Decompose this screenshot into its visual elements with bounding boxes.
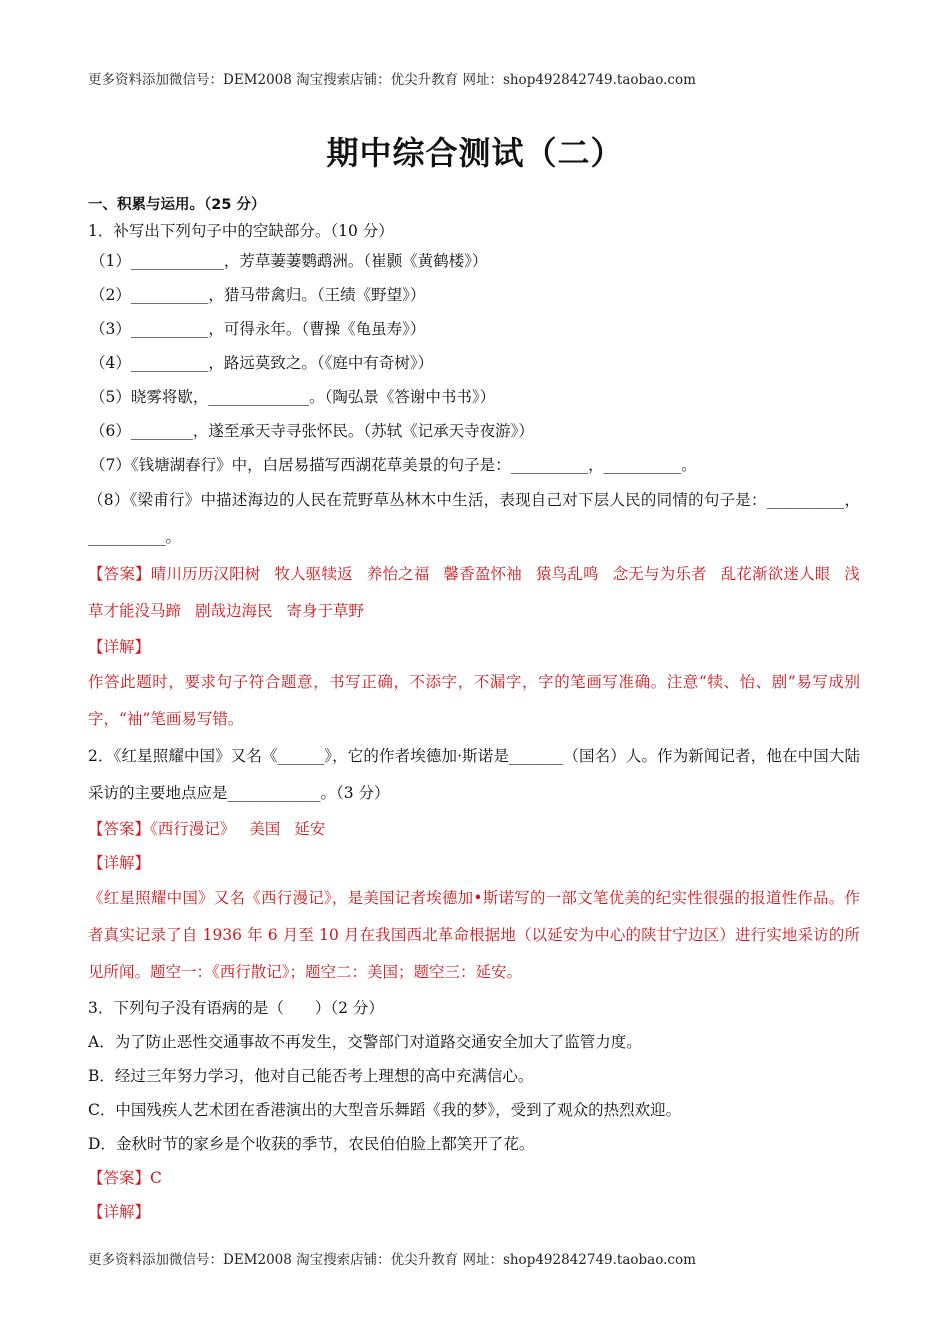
q1-item-4: （4）__________，路远莫致之。（《庭中有奇树》） xyxy=(90,354,434,372)
answer-item: 猿鸟乱鸣 xyxy=(535,565,599,583)
answer-item: 剧哉边海民 xyxy=(195,602,273,620)
q3-option-c: C．中国残疾人艺术团在香港演出的大型音乐舞蹈《我的梦》，受到了观众的热烈欢迎。 xyxy=(88,1101,682,1119)
q3-detail-label: 【详解】 xyxy=(88,1203,151,1221)
q1-stem: 1．补写出下列句子中的空缺部分。（10 分） xyxy=(88,222,394,240)
page-title: 期中综合测试（二） xyxy=(326,134,624,172)
section-heading: 一、积累与运用。（25 分） xyxy=(88,197,266,213)
q3-answer xyxy=(88,1161,860,1195)
q1-item-6: （6）________，遂至承天寺寻张怀民。（苏轼《记承天寺夜游》） xyxy=(90,422,534,440)
answer-label: 【答案】 xyxy=(88,1169,151,1187)
answer-label: 【答案】 xyxy=(88,820,151,838)
page-footer: 更多资料添加微信号：DEM2008 淘宝搜索店铺：优尖升教育 网址：shop492842749.taobao.com xyxy=(88,1252,696,1268)
q1-detail: 作答此题时，要求句子符合题意，书写正确，不添字，不漏字，字的笔画写准确。注意“犊、怡、剧”易写成别字，“袖”笔画易写错。 xyxy=(88,673,860,728)
answer-item: 牧人驱犊返 xyxy=(274,565,353,583)
q1-answer xyxy=(88,556,860,630)
q1-item-7: （7）《钱塘湖春行》中，白居易描写西湖花草美景的句子是：__________，__________。 xyxy=(90,456,697,474)
q1-item-2: （2）__________，猎马带禽归。（王绩《野望》） xyxy=(90,286,426,304)
answer-item: 晴川历历汉阳树 xyxy=(150,565,261,583)
q2-detail: 《红星照耀中国》又名《西行漫记》，是美国记者埃德加•斯诺写的一部文笔优美的纪实性很强的报道性作品。作者真实记录了自 1936 年 6 月至 10 月在我国西北革命根据地（以延安为中心的陕甘宁边区）进行实地采访的所见所闻。题空一：《西行散记》；题空二：美国；题空三：延安。 xyxy=(88,889,860,981)
answer-item: 寄身于草野 xyxy=(286,602,365,620)
answer-item: C xyxy=(150,1169,162,1187)
q3-option-b: B．经过三年努力学习，他对自己能否考上理想的高中充满信心。 xyxy=(88,1067,534,1085)
q3-stem: 3．下列句子没有语病的是（ ）（2 分） xyxy=(88,999,384,1017)
q3-option-d: D．金秋时节的家乡是个收获的季节，农民伯伯脸上都笑开了花。 xyxy=(88,1135,535,1153)
q1-detail-label: 【详解】 xyxy=(88,638,151,656)
q2-stem: 2．《红星照耀中国》又名《______》，它的作者埃德加·斯诺是_______（国名）人。作为新闻记者，他在中国大陆采访的主要地点应是____________。（3 分） xyxy=(88,747,860,802)
answer-item: 养怡之福 xyxy=(366,565,430,583)
q1-item-5: （5）晓雾将歇，_____________。（陶弘景《答谢中书书》） xyxy=(90,388,496,406)
answer-label: 【答案】 xyxy=(88,565,151,583)
document-body xyxy=(88,192,860,1229)
q2-answer xyxy=(88,812,860,846)
answer-item: 浅草才能没马蹄 xyxy=(88,565,860,620)
page-header: 更多资料添加微信号：DEM2008 淘宝搜索店铺：优尖升教育 网址：shop492842749.taobao.com xyxy=(88,72,696,88)
q1-item-1: （1）____________，芳草萋萋鹦鹉洲。（崔颢《黄鹤楼》） xyxy=(90,252,488,270)
q3-option-a: A．为了防止恶性交通事故不再发生，交警部门对道路交通安全加大了监管力度。 xyxy=(88,1033,642,1051)
answer-item: 乱花渐欲迷人眼 xyxy=(720,565,831,583)
q1-item-3: （3）__________，可得永年。（曹操《龟虽寿》） xyxy=(90,320,426,338)
q2-detail-label: 【详解】 xyxy=(88,854,151,872)
answer-item: 念无与为乐者 xyxy=(612,565,707,583)
answer-item: 美国 xyxy=(249,820,281,838)
q1-item-8: （8）《梁甫行》中描述海边的人民在荒野草丛林木中生活，表现自己对下层人民的同情的句子是：__________，__________。 xyxy=(88,491,860,546)
answer-item: 馨香盈怀袖 xyxy=(443,565,522,583)
answer-item: 《西行漫记》 xyxy=(150,820,236,838)
answer-item: 延安 xyxy=(294,820,326,838)
